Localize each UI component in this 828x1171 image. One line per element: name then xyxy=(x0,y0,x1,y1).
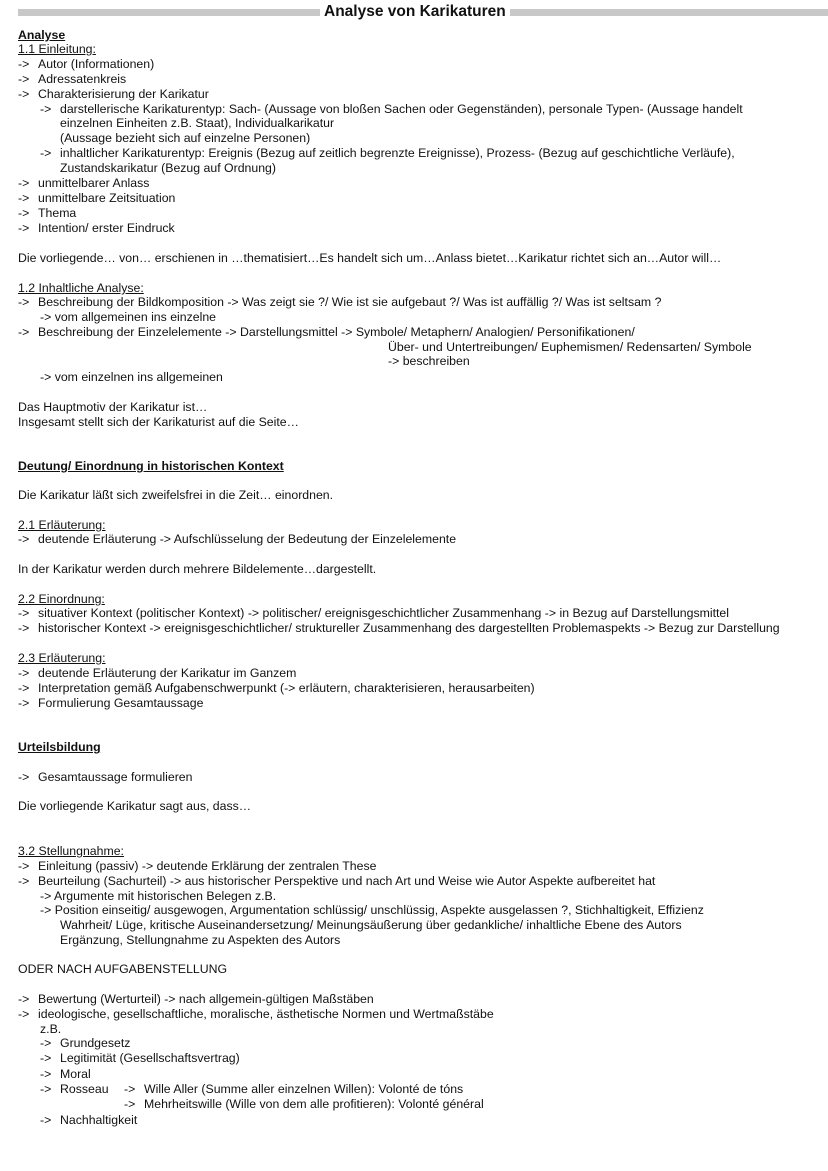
list-item: -> Formulierung Gesamtaussage xyxy=(18,696,204,710)
template-sentence: Die Karikatur läßt sich zweifelsfrei in die Zeit… einordnen. xyxy=(18,488,334,502)
subheading-3-2: 3.2 Stellungnahme: xyxy=(18,844,124,858)
list-item: -> Charakterisierung der Karikatur xyxy=(18,87,209,101)
list-item: -> Einleitung (passiv) -> deutende Erklärung der zentralen These xyxy=(18,859,377,873)
list-item: -> darstellerische Karikaturentyp: Sach- (Aussage von bloßen Sachen oder Gegenständen), personale Typen- (Aussage handelt xyxy=(40,102,743,116)
heading-deutung: Deutung/ Einordnung in historischen Kontext xyxy=(18,459,284,473)
list-item: -> inhaltlicher Karikaturentyp: Ereignis (Bezug auf zeitlich begrenzte Ereignisse), Prozess- (Bezug auf geschichtliche Verläufe), xyxy=(40,146,735,160)
list-item-cont: Über- und Untertreibungen/ Euphemismen/ Redensarten/ Symbole xyxy=(388,340,752,354)
oder-label: ODER NACH AUFGABENSTELLUNG xyxy=(18,962,228,976)
list-item: -> Beurteilung (Sachurteil) -> aus historischer Perspektive und nach Art und Weise wie Autor Aspekte aufbereitet hat xyxy=(18,874,656,888)
template-sentence: In der Karikatur werden durch mehrere Bildelemente…dargestellt. xyxy=(18,562,377,576)
subheading-1-2: 1.2 Inhaltliche Analyse: xyxy=(18,281,144,295)
list-item: -> Interpretation gemäß Aufgabenschwerpunkt (-> erläutern, charakterisieren, herausarbeiten) xyxy=(18,681,535,695)
subheading-1-1: 1.1 Einleitung: xyxy=(18,42,96,56)
list-item: -> Bewertung (Werturteil) -> nach allgemein-gültigen Maßstäben xyxy=(18,992,374,1006)
list-item: -> Autor (Informationen) xyxy=(18,57,155,71)
list-item: -> Legitimität (Gesellschaftsvertrag) xyxy=(40,1051,240,1065)
list-item-cont: (Aussage bezieht sich auf einzelne Personen) xyxy=(60,131,311,145)
list-item: -> ideologische, gesellschaftliche, moralische, ästhetische Normen und Wertmaßstäbe xyxy=(18,1007,494,1021)
list-item: -> Nachhaltigkeit xyxy=(40,1113,138,1127)
list-item-cont: Wahrheit/ Lüge, kritische Auseinandersetzung/ Meinungsäußerung über gedankliche/ inhaltliche Ebene des Autors xyxy=(60,918,682,932)
list-item: -> unmittelbarer Anlass xyxy=(18,176,150,190)
list-item-cont: -> beschreiben xyxy=(388,354,470,368)
list-item: -> Grundgesetz xyxy=(40,1036,131,1050)
title-bar xyxy=(18,5,828,20)
list-item: -> Mehrheitswille (Wille von dem alle profitieren): Volonté général xyxy=(124,1097,484,1111)
list-item: -> Intention/ erster Eindruck xyxy=(18,221,175,235)
list-item: -> deutende Erläuterung der Karikatur im Ganzem xyxy=(18,666,297,680)
template-sentence: Das Hauptmotiv der Karikatur ist… xyxy=(18,400,208,414)
subheading-2-2: 2.2 Einordnung: xyxy=(18,592,105,606)
list-item: -> Moral xyxy=(40,1067,91,1081)
list-item: -> Beschreibung der Bildkomposition -> Was zeigt sie ?/ Wie ist sie aufgebaut ?/ Was ist auffällig ?/ Was ist seltsam ? xyxy=(18,295,662,309)
template-sentence: Insgesamt stellt sich der Karikaturist auf die Seite… xyxy=(18,415,299,429)
list-item: -> deutende Erläuterung -> Aufschlüsselung der Bedeutung der Einzelelemente xyxy=(18,532,457,546)
list-item: -> Rosseau -> Wille Aller (Summe aller einzelnen Willen): Volonté de tóns xyxy=(40,1082,464,1096)
list-item-cont: Zustandskarikatur (Bezug auf Ordnung) xyxy=(60,161,276,175)
template-sentence: Die vorliegende Karikatur sagt aus, dass… xyxy=(18,799,252,813)
list-item-cont: -> Position einseitig/ ausgewogen, Argumentation schlüssig/ unschlüssig, Aspekte ausgelassen ?, Stichhaltigkeit, Effizienz xyxy=(40,903,704,917)
list-item-cont: -> vom allgemeinen ins einzelne xyxy=(40,310,217,324)
list-item-cont: einzelnen Einheiten z.B. Staat), Individualkarikatur xyxy=(60,116,335,130)
heading-analyse: Analyse xyxy=(18,28,66,42)
list-item: -> situativer Kontext (politischer Kontext) -> politischer/ ereignisgeschichtlicher Zusammenhang -> in Bezug auf Darstellungsmittel xyxy=(18,606,729,620)
list-item: -> unmittelbare Zeitsituation xyxy=(18,191,176,205)
list-item: -> historischer Kontext -> ereignisgeschichtlicher/ struktureller Zusammenhang des dargestellten Problemaspekts -> Bezug zur Darstellung xyxy=(18,621,780,635)
list-item-cont: -> Argumente mit historischen Belegen z.B. xyxy=(40,889,277,903)
list-item-cont: Ergänzung, Stellungnahme zu Aspekten des Autors xyxy=(60,933,341,947)
list-item: -> Gesamtaussage formulieren xyxy=(18,770,193,784)
heading-urteilsbildung: Urteilsbildung xyxy=(18,740,101,754)
list-item: -> Thema xyxy=(18,206,77,220)
subheading-2-3: 2.3 Erläuterung: xyxy=(18,651,106,665)
subheading-2-1: 2.1 Erläuterung: xyxy=(18,518,106,532)
list-item: -> Adressatenkreis xyxy=(18,72,127,86)
template-sentence: Die vorliegende… von… erschienen in …thematisiert…Es handelt sich um…Anlass bietet…Karikatur richtet sich an…Autor will… xyxy=(18,251,722,265)
page-title: Analyse von Karikaturen xyxy=(320,3,510,20)
example-label: z.B. xyxy=(40,1022,62,1036)
list-item-cont: -> vom einzelnen ins allgemeinen xyxy=(40,370,223,384)
list-item: -> Beschreibung der Einzelelemente -> Darstellungsmittel -> Symbole/ Metaphern/ Analogien/ Personifikationen/ xyxy=(18,325,635,339)
